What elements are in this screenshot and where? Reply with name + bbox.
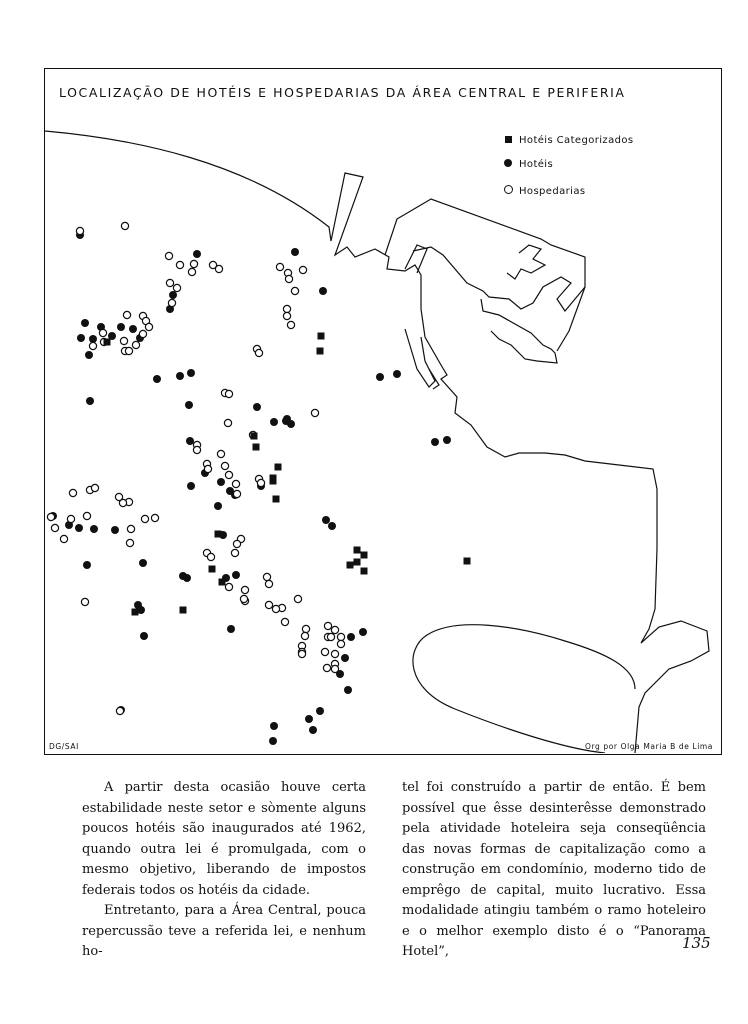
symbol-layer (47, 222, 470, 745)
hotel-categorizado-marker (132, 609, 139, 616)
hotel-marker (270, 722, 278, 730)
hotel-marker (169, 291, 177, 299)
hospedaria-marker (193, 446, 200, 453)
hospedaria-marker (302, 625, 309, 632)
hospedaria-marker (291, 287, 298, 294)
hospedaria-marker (119, 499, 126, 506)
hospedaria-marker (165, 252, 172, 259)
hospedaria-marker (69, 489, 76, 496)
hospedaria-marker (324, 622, 331, 629)
hospedaria-marker (311, 409, 318, 416)
hospedaria-marker (298, 650, 305, 657)
hotel-marker (153, 375, 161, 383)
hospedaria-marker (224, 419, 231, 426)
hospedaria-marker (125, 347, 132, 354)
hospedaria-marker (272, 605, 279, 612)
page-number: 135 (682, 934, 711, 952)
paragraph: tel foi construído a partir de então. É bem possível que êsse desinterêsse demonstrado pela atividade hoteleira seja conseqüência das novas formas de capitalização como a construção em condomínio, moderno tido de emprêgo de capital, muito lucrativo. Essa modalidade atingiu também o ramo hoteleiro e o melhor exemplo disto é o “Panorama Hotel”, (402, 780, 706, 959)
hotel-categorizado-marker (270, 478, 277, 485)
hospedaria-marker (132, 341, 139, 348)
legend-item-hoteis-categorizados (501, 135, 633, 146)
hotel-categorizado-marker (354, 547, 361, 554)
hotel-marker (86, 397, 94, 405)
hospedaria-marker (126, 539, 133, 546)
hospedaria-marker (99, 329, 106, 336)
square-icon (505, 136, 512, 143)
hospedaria-marker (60, 535, 67, 542)
hotel-marker (305, 715, 313, 723)
hotel-marker (431, 438, 439, 446)
hotel-marker (319, 287, 327, 295)
hospedaria-marker (127, 525, 134, 532)
hospedaria-marker (241, 586, 248, 593)
legend-label: Hotéis (519, 159, 554, 170)
hospedaria-marker (225, 471, 232, 478)
hospedaria-marker (232, 480, 239, 487)
hotel-marker (186, 437, 194, 445)
hotel-marker (81, 319, 89, 327)
hospedaria-marker (188, 268, 195, 275)
hotel-marker (270, 418, 278, 426)
credit-right: Org por Olga Maria B de Lima (584, 742, 713, 751)
legend-item-hospedarias (501, 185, 585, 197)
hospedaria-marker (221, 462, 228, 469)
hospedaria-marker (283, 305, 290, 312)
hotel-categorizado-marker (273, 496, 280, 503)
hospedaria-marker (47, 513, 54, 520)
hotel-marker (341, 654, 349, 662)
hospedaria-marker (51, 524, 58, 531)
hospedaria-marker (217, 450, 224, 457)
hospedaria-marker (204, 465, 211, 472)
coastline (45, 131, 709, 753)
hospedaria-marker (141, 515, 148, 522)
map-drawing (45, 69, 720, 753)
hospedaria-marker (233, 490, 240, 497)
hotel-categorizado-marker (361, 552, 368, 559)
hospedaria-marker (190, 260, 197, 267)
hotel-marker (328, 522, 336, 530)
hospedaria-marker (89, 342, 96, 349)
open-circle-icon (504, 185, 513, 194)
hotel-marker (316, 707, 324, 715)
hospedaria-marker (139, 330, 146, 337)
hotel-marker (187, 482, 195, 490)
hotel-marker (139, 559, 147, 567)
hotel-marker (140, 632, 148, 640)
hotel-marker (443, 436, 451, 444)
hotel-categorizado-marker (253, 444, 260, 451)
hospedaria-marker (283, 312, 290, 319)
hotel-marker (117, 323, 125, 331)
hotel-marker (393, 370, 401, 378)
hotel-marker (83, 561, 91, 569)
hotel-marker (347, 633, 355, 641)
hotel-categorizado-marker (219, 579, 226, 586)
hotel-marker (90, 525, 98, 533)
hotel-categorizado-marker (354, 559, 361, 566)
hospedaria-marker (166, 279, 173, 286)
hotel-marker (183, 574, 191, 582)
hospedaria-marker (176, 261, 183, 268)
hospedaria-marker (173, 284, 180, 291)
hotel-marker (376, 373, 384, 381)
hospedaria-marker (81, 598, 88, 605)
hotel-marker (232, 571, 240, 579)
hospedaria-marker (323, 664, 330, 671)
hospedaria-marker (123, 311, 130, 318)
hospedaria-marker (281, 618, 288, 625)
hospedaria-marker (285, 275, 292, 282)
hospedaria-marker (337, 640, 344, 647)
hospedaria-marker (331, 626, 338, 633)
hospedaria-marker (145, 323, 152, 330)
hotel-categorizado-marker (209, 566, 216, 573)
hospedaria-marker (299, 266, 306, 273)
hospedaria-marker (151, 514, 158, 521)
hospedaria-marker (287, 321, 294, 328)
hotel-marker (77, 334, 85, 342)
hotel-categorizado-marker (347, 562, 354, 569)
filled-circle-icon (504, 159, 512, 167)
hospedaria-marker (255, 349, 262, 356)
hotel-marker (187, 369, 195, 377)
map-title: LOCALIZAÇÃO DE HOTÉIS E HOSPEDARIAS DA ÁREA CENTRAL E PERIFERIA (59, 85, 626, 100)
hotel-marker (185, 401, 193, 409)
hospedaria-marker (225, 390, 232, 397)
hotel-marker (129, 325, 137, 333)
credit-left: DG/SAI (49, 742, 79, 751)
hospedaria-marker (116, 707, 123, 714)
paragraph: A partir desta ocasião houve certa estabilidade neste setor e sòmente alguns poucos hotéis são inaugurados até 1962, quando outra lei é promulgada, com o mesmo objetivo, liberando de impostos federais todos os hotéis da cidade. (82, 780, 366, 898)
hotel-marker (75, 524, 83, 532)
hotel-categorizado-marker (215, 531, 222, 538)
hospedaria-marker (76, 227, 83, 234)
hospedaria-marker (301, 632, 308, 639)
hospedaria-marker (207, 553, 214, 560)
hotel-marker (227, 625, 235, 633)
hotel-marker (359, 628, 367, 636)
hospedaria-marker (225, 583, 232, 590)
legend-label: Hospedarias (519, 185, 586, 197)
hotel-categorizado-marker (251, 433, 258, 440)
hotel-marker (344, 686, 352, 694)
text-column-left (82, 778, 366, 963)
hospedaria-marker (168, 299, 175, 306)
hotel-marker (291, 248, 299, 256)
hospedaria-marker (331, 665, 338, 672)
map-frame (44, 68, 722, 755)
hospedaria-marker (240, 595, 247, 602)
hotel-marker (89, 335, 97, 343)
hospedaria-marker (67, 515, 74, 522)
hospedaria-marker (120, 337, 127, 344)
hotel-categorizado-marker (464, 558, 471, 565)
hotel-marker (322, 516, 330, 524)
hospedaria-marker (233, 540, 240, 547)
text-column-right (402, 778, 706, 963)
hotel-marker (282, 417, 290, 425)
hospedaria-marker (91, 484, 98, 491)
hospedaria-marker (294, 595, 301, 602)
hospedaria-marker (276, 263, 283, 270)
hospedaria-marker (83, 512, 90, 519)
hospedaria-marker (215, 265, 222, 272)
hospedaria-marker (257, 479, 264, 486)
legend-label: Hotéis Categorizados (519, 135, 634, 146)
hotel-marker (309, 726, 317, 734)
hotel-categorizado-marker (275, 464, 282, 471)
hospedaria-marker (321, 648, 328, 655)
hotel-marker (217, 478, 225, 486)
hospedaria-marker (121, 222, 128, 229)
hotel-marker (111, 526, 119, 534)
hospedaria-marker (265, 580, 272, 587)
hospedaria-marker (265, 601, 272, 608)
hotel-marker (85, 351, 93, 359)
legend-item-hoteis (501, 159, 553, 170)
hospedaria-marker (231, 549, 238, 556)
hotel-categorizado-marker (361, 568, 368, 575)
hotel-marker (193, 250, 201, 258)
hospedaria-marker (337, 633, 344, 640)
hotel-marker (176, 372, 184, 380)
hotel-marker (269, 737, 277, 745)
hotel-categorizado-marker (104, 339, 111, 346)
hotel-categorizado-marker (180, 607, 187, 614)
hospedaria-marker (327, 633, 334, 640)
hotel-marker (253, 403, 261, 411)
hotel-marker (214, 502, 222, 510)
paragraph: Entretanto, para a Área Central, pouca repercussão teve a referida lei, e nenhum ho- (82, 903, 366, 959)
hotel-categorizado-marker (317, 348, 324, 355)
hospedaria-marker (331, 650, 338, 657)
hotel-categorizado-marker (318, 333, 325, 340)
hospedaria-marker (263, 573, 270, 580)
